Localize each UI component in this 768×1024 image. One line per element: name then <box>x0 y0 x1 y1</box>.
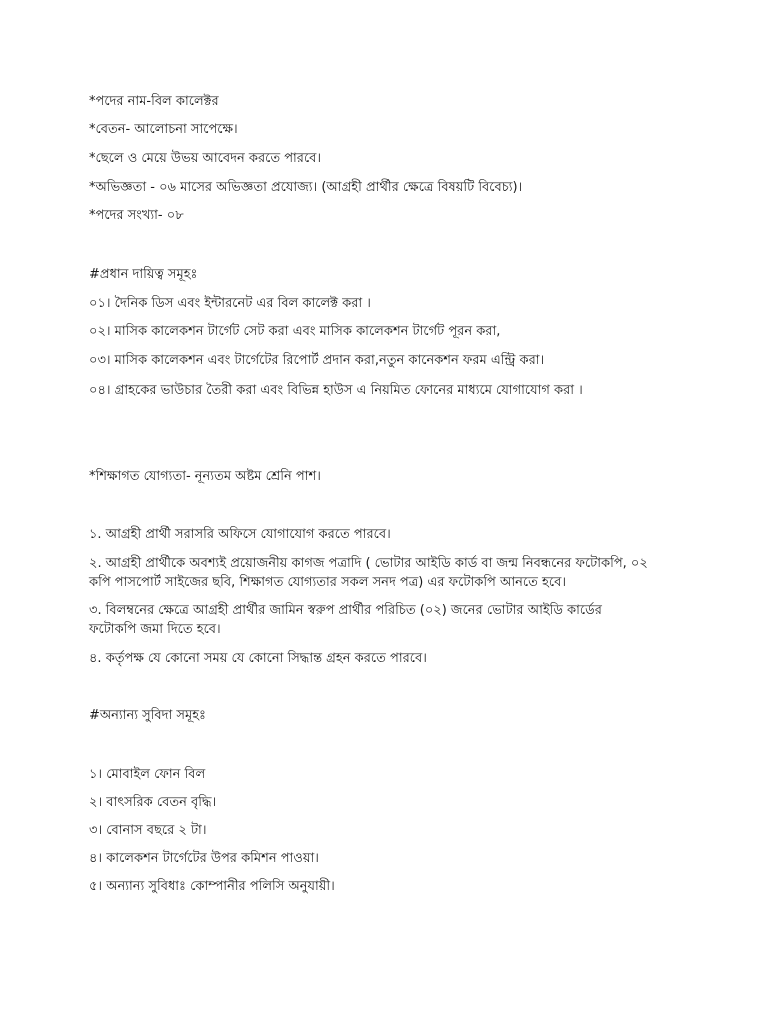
duty-item: ০১। দৈনিক ডিস এবং ইন্টারনেট এর বিল কালেক্ট করা । <box>89 296 371 311</box>
education-requirement: *শিক্ষাগত যোগ্যতা- নূন্যতম অষ্টম শ্রেনি পাশ। <box>89 469 321 484</box>
duty-item: ০২। মাসিক কালেকশন টার্গেট সেট করা এবং মাসিক কালেকশন টার্গেট পূরন করা, <box>89 324 501 339</box>
instruction-item: ২. আগ্রহী প্রার্থীকে অবশ্যই প্রয়োজনীয় কাগজ পত্রাদি ( ভোটার আইডি কার্ড বা জন্ম নিবন্ধনের ফটোকপি, ০২ কপি পাসপোর্ট সাইজের ছবি, শিক্ষাগত যোগ্যতার সকল সনদ পত্র) এর ফটোকপি আনতে হবে। <box>89 556 648 590</box>
duties-heading: #প্রধান দায়িত্ব সমূহঃ <box>89 267 198 282</box>
instruction-item: ৪. কর্তৃপক্ষ যে কোনো সময় যে কোনো সিদ্ধান্ত গ্রহন করতে পারবে। <box>89 651 427 666</box>
salary: *বেতন- আলোচনা সাপেক্ষে। <box>89 122 238 137</box>
duty-item: ০৩। মাসিক কালেকশন এবং টার্গেটের রিপোর্ট প্রদান করা,নতুন কানেকশন ফরম এন্ট্রি করা। <box>89 353 545 368</box>
instruction-item: ১. আগ্রহী প্রার্থী সরাসরি অফিসে যোগাযোগ করতে পারবে। <box>89 527 391 542</box>
benefit-item: ১। মোবাইল ফোন বিল <box>89 767 206 782</box>
benefit-item: ২। বাৎসরিক বেতন বৃদ্ধি। <box>89 795 217 810</box>
benefits-heading: #অন্যান্য সুবিদা সমূহঃ <box>89 708 206 723</box>
experience: *অভিজ্ঞতা - ০৬ মাসের অভিজ্ঞতা প্রযোজ্য। (আগ্রহী প্রার্থীর ক্ষেত্রে বিষয়টি বিবেচ্য)। <box>89 180 523 195</box>
benefit-item: ৫। অন্যান্য সুবিধাঃ কোম্পানীর পলিসি অনুযায়ী। <box>89 879 335 894</box>
instruction-item: ৩. বিলম্বনের ক্ষেত্রে আগ্রহী প্রার্থীর জামিন স্বরুপ প্রার্থীর পরিচিত (০২) জনের ভোটার আইডি কার্ডের ফটোকপি জমা দিতে হবে। <box>89 603 602 637</box>
gender-eligibility: *ছেলে ও মেয়ে উভয় আবেদন করতে পারবে। <box>89 151 322 166</box>
post-name: *পদের নাম-বিল কালেক্টর <box>89 94 219 109</box>
duty-item: ০৪। গ্রাহকের ভাউচার তৈরী করা এবং বিভিন্ন হাউস এ নিয়মিত ফোনের মাধ্যমে যোগাযোগ করা । <box>89 383 583 398</box>
benefit-item: ৪। কালেকশন টার্গেটের উপর কমিশন পাওয়া। <box>89 851 319 866</box>
benefit-item: ৩। বোনাস বছরে ২ টা। <box>89 823 207 838</box>
vacancy: *পদের সংখ্যা- ০৮ <box>89 208 184 223</box>
